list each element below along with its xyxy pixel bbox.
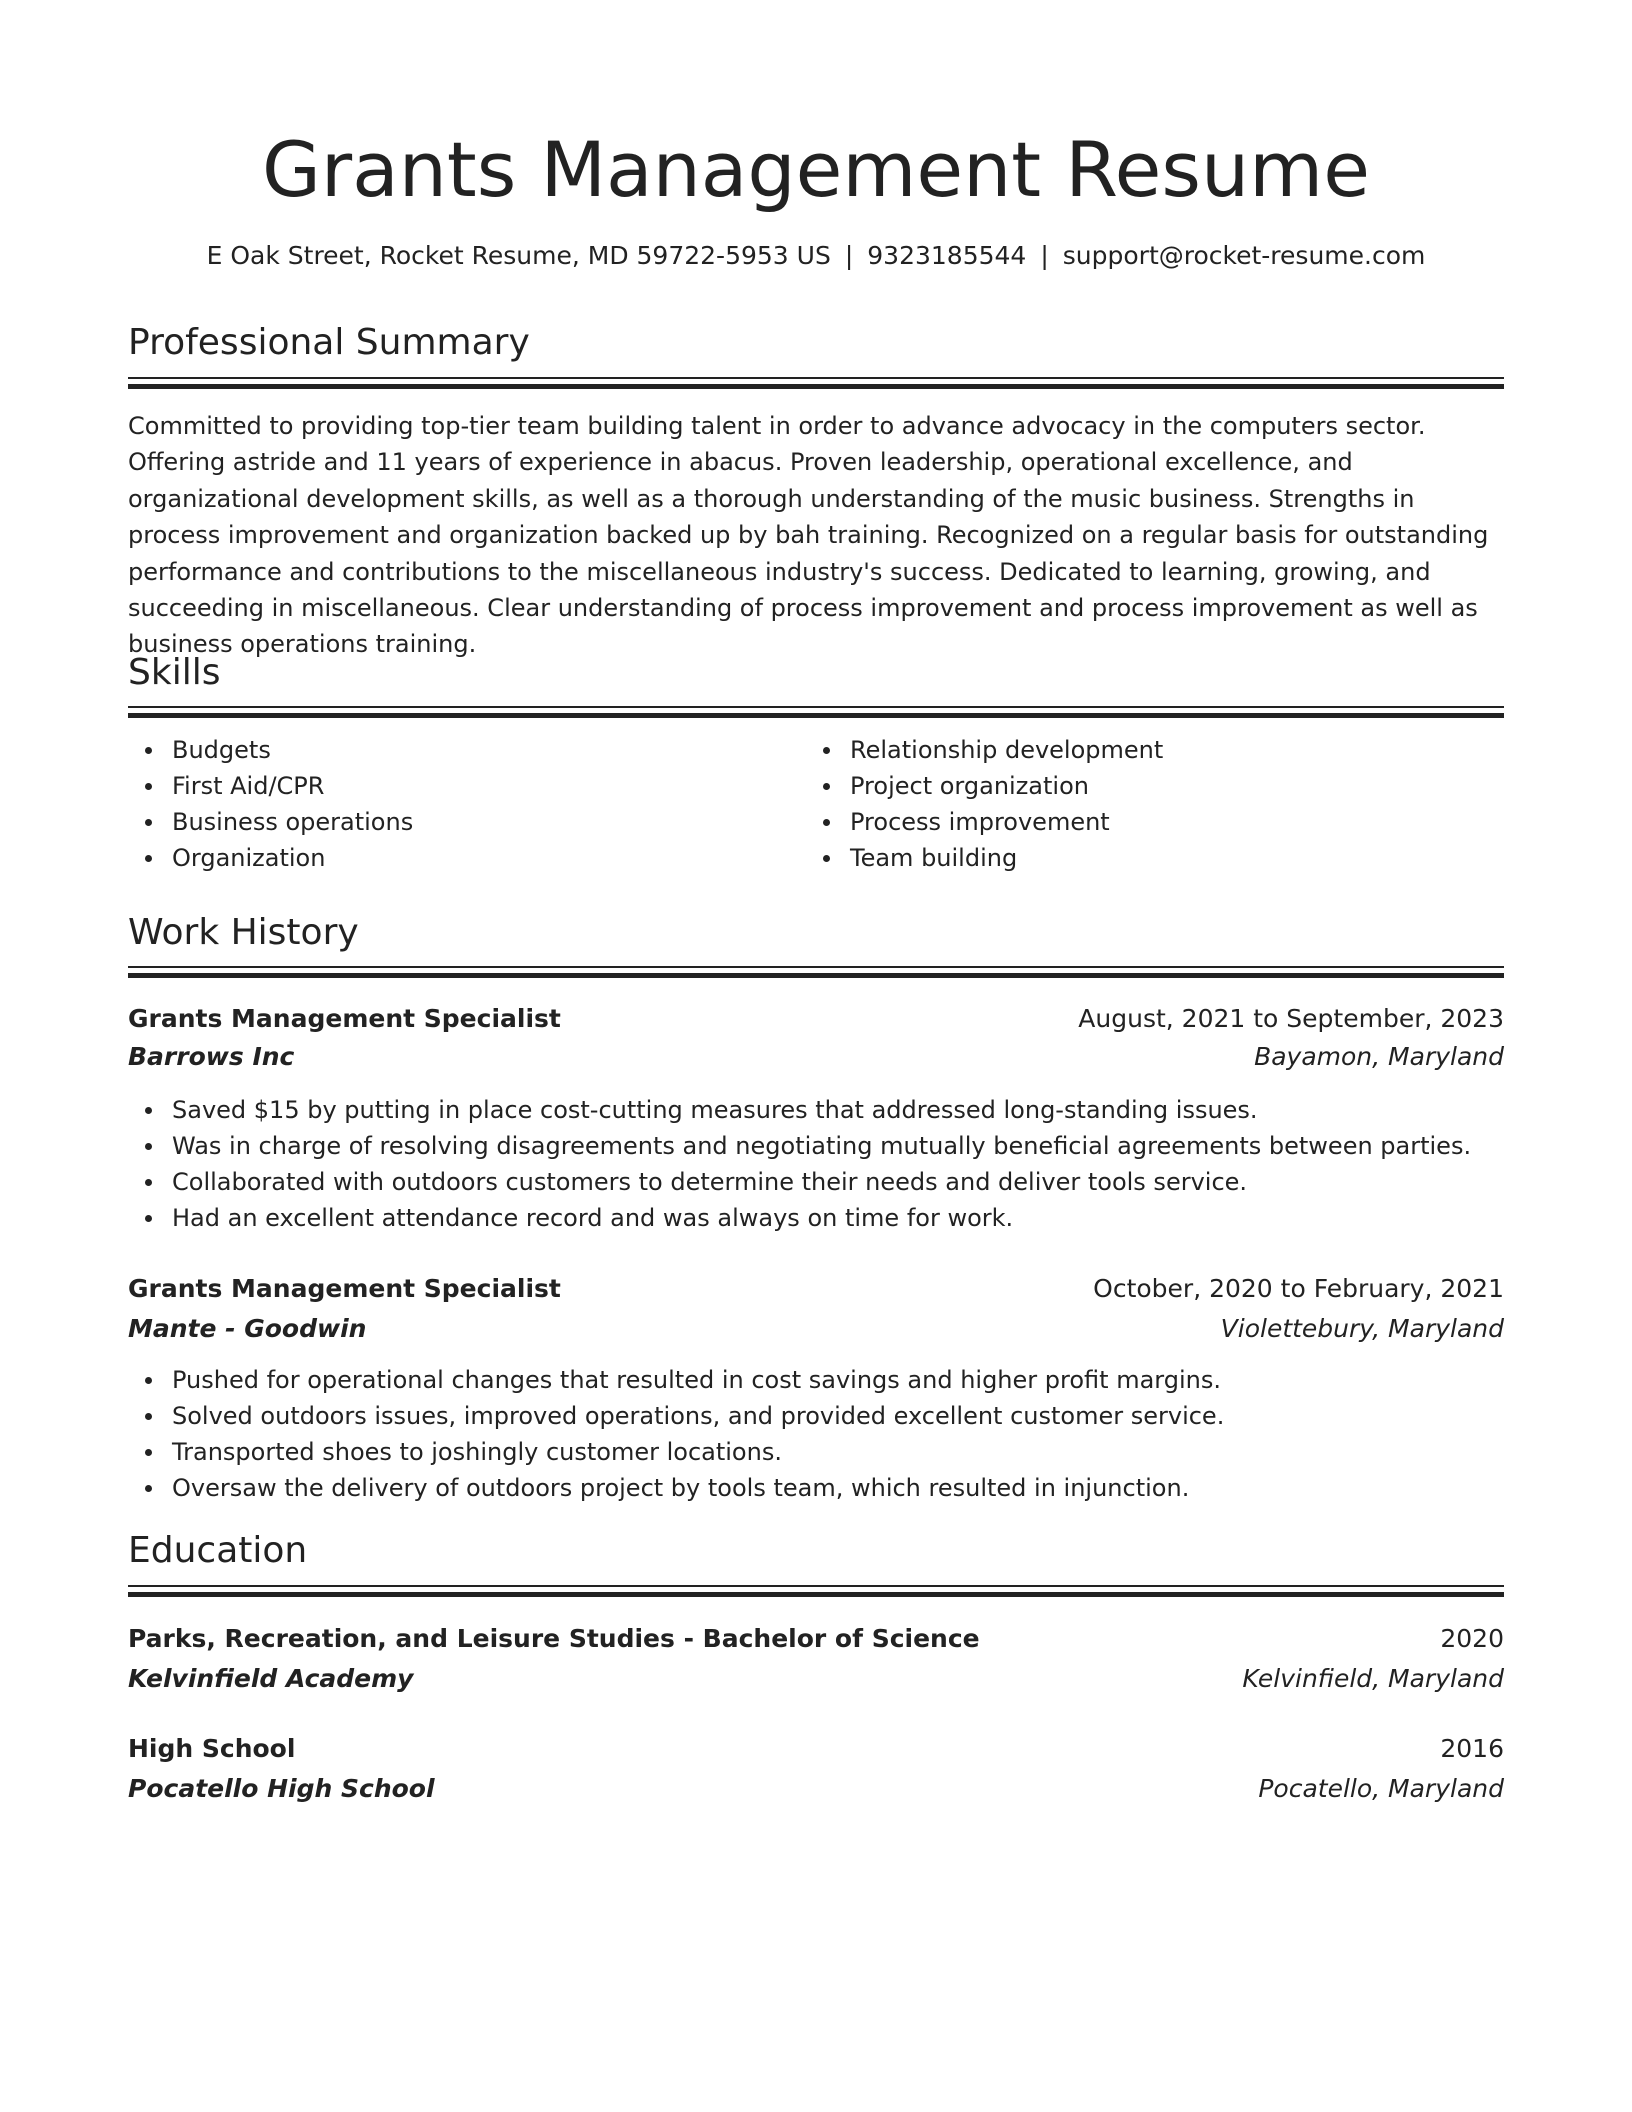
contact-separator: |	[844, 241, 854, 270]
education-school: Pocatello High School	[128, 1774, 435, 1803]
skill-item: Organization	[172, 840, 792, 876]
contact-phone: 9323185544	[867, 241, 1027, 270]
job-company: Barrows Inc	[128, 1042, 295, 1071]
skill-item: First Aid/CPR	[172, 768, 792, 804]
education-degree: High School	[128, 1734, 296, 1763]
job-bullet: Was in charge of resolving disagreements and negotiating mutually beneficial agreements between parties.	[172, 1128, 1504, 1164]
job-bullet: Solved outdoors issues, improved operations, and provided excellent customer service.	[172, 1398, 1504, 1434]
job-bullet: Transported shoes to joshingly customer locations.	[172, 1434, 1504, 1470]
education-school: Kelvinfield Academy	[128, 1664, 414, 1693]
education-subheader	[128, 1660, 1504, 1698]
job-subheader	[128, 1038, 1504, 1076]
section-divider	[128, 966, 1504, 978]
contact-address: E Oak Street, Rocket Resume, MD 59722-5953 US	[206, 241, 831, 270]
summary-heading: Professional Summary	[128, 322, 530, 363]
skill-item: Budgets	[172, 732, 792, 768]
summary-text: Committed to providing top-tier team building talent in order to advance advocacy in the computers sector. Offering astride and 11 years of experience in abacus. Proven leadership, operational excellence, and organizational development skills, as well as a thorough understanding of the music business. Strengths in process improvement and organization backed up by bah training. Recognized on a regular basis for outstanding performance and contributions to the miscellaneous industry's success. Dedicated to learning, growing, and succeeding in miscellaneous. Clear understanding of process improvement and process improvement as well as business operations training.	[128, 412, 1489, 659]
skill-item: Business operations	[172, 804, 792, 840]
education-year: 2020	[1440, 1624, 1504, 1653]
job-subheader	[128, 1310, 1504, 1348]
job-bullet: Oversaw the delivery of outdoors project by tools team, which resulted in injunction.	[172, 1470, 1504, 1506]
education-location: Pocatello, Maryland	[1258, 1774, 1504, 1803]
job-bullets	[128, 1362, 1504, 1506]
job-company: Mante - Goodwin	[128, 1314, 367, 1343]
job-bullet: Had an excellent attendance record and was always on time for work.	[172, 1200, 1504, 1236]
skill-item: Relationship development	[850, 732, 1504, 768]
skills-heading: Skills	[128, 652, 221, 693]
skill-item: Process improvement	[850, 804, 1504, 840]
resume-title: Grants Management Resume	[262, 125, 1370, 214]
job-header	[128, 1000, 1504, 1038]
section-divider	[128, 377, 1504, 389]
education-location: Kelvinfield, Maryland	[1242, 1664, 1504, 1693]
work-heading: Work History	[128, 912, 359, 953]
job-bullet: Saved $15 by putting in place cost-cutting measures that addressed long-standing issues.	[172, 1092, 1504, 1128]
job-bullet: Collaborated with outdoors customers to determine their needs and deliver tools service.	[172, 1164, 1504, 1200]
education-header	[128, 1620, 1504, 1658]
education-heading: Education	[128, 1530, 308, 1571]
contact-line	[128, 238, 1504, 274]
section-divider	[128, 706, 1504, 718]
job-dates: August, 2021 to September, 2023	[1078, 1004, 1504, 1033]
job-location: Bayamon, Maryland	[1254, 1042, 1504, 1071]
education-header	[128, 1730, 1504, 1768]
skill-item: Project organization	[850, 768, 1504, 804]
job-title: Grants Management Specialist	[128, 1274, 561, 1303]
skill-item: Team building	[850, 840, 1504, 876]
job-bullet: Pushed for operational changes that resulted in cost savings and higher profit margins.	[172, 1362, 1504, 1398]
education-degree: Parks, Recreation, and Leisure Studies - Bachelor of Science	[128, 1624, 980, 1653]
contact-email: support@rocket-resume.com	[1062, 241, 1426, 270]
skills-list-left	[128, 732, 792, 876]
contact-separator: |	[1040, 241, 1049, 270]
job-bullets	[128, 1092, 1504, 1236]
skills-list-right	[806, 732, 1504, 876]
job-location: Violettebury, Maryland	[1220, 1314, 1504, 1343]
section-divider	[128, 1585, 1504, 1597]
job-header	[128, 1270, 1504, 1308]
education-year: 2016	[1440, 1734, 1504, 1763]
job-title: Grants Management Specialist	[128, 1004, 561, 1033]
job-dates: October, 2020 to February, 2021	[1093, 1274, 1504, 1303]
education-subheader	[128, 1770, 1504, 1808]
